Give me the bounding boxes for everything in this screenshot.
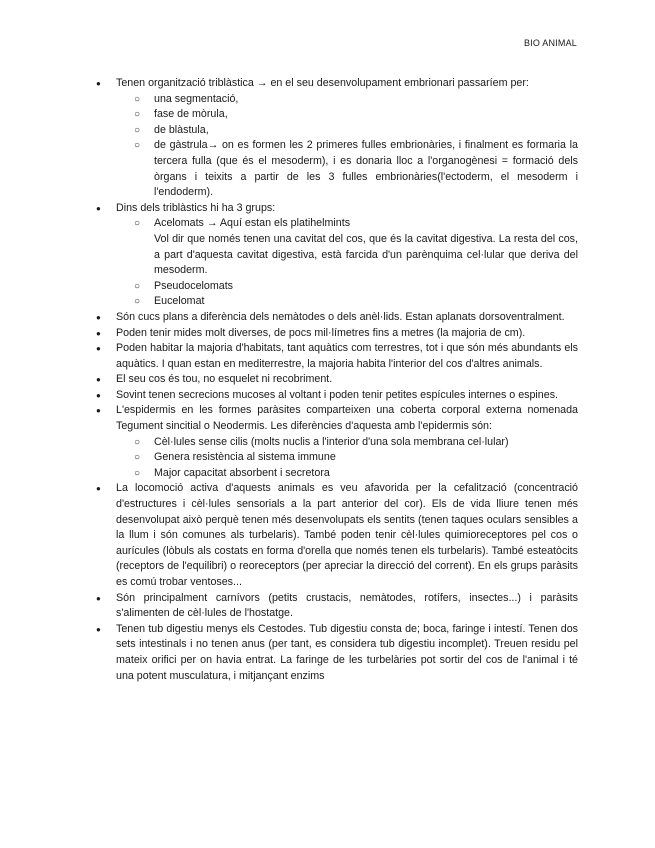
list-item-text: ● L'espidermis en les formes paràsites comparteixen una coberta corporal externa nomenada Tegument sincitial o Neodermis. Les diferències d'aquesta amb l'epidermis són: [116, 404, 578, 432]
list-item [96, 403, 578, 481]
sub-list-item: ○ de blàstula, [116, 123, 578, 139]
list-item-text: ● Sovint tenen secrecions mucoses al voltant i poden tenir petites espícules internes o espines. [116, 389, 558, 401]
sub-list-item-extra: Vol dir que només tenen una cavitat del cos, que és la cavitat digestiva. La resta del cos, a part d'aquesta cavitat digestiva, està farcida d'un parènquima cel·lular que deriva del mesoderm. [154, 232, 578, 277]
hollow-bullet-icon: ○ [134, 436, 141, 448]
sub-list-item: ○ de gàstrula→ on es formen les 2 primeres fulles embrionàries, i finalment es formaria la tercera fulla (que és el mesoderm), i es donaria lloc a l'organogènesi = formació dels òrgans i teixits a partir de les 3 fulles embrionàries(l'ectoderm, el mesoderm i l'endoderm). [134, 139, 578, 199]
hollow-bullet-icon: ○ [134, 124, 141, 136]
hollow-bullet-icon: ○ [134, 93, 141, 105]
sub-list-item: ○ Pseudocelomats [116, 279, 578, 295]
sub-list-item: ○ una segmentació, [116, 92, 578, 108]
sub-list-item: ○ Genera resistència al sistema immune [116, 450, 578, 466]
hollow-bullet-icon: ○ [134, 218, 141, 230]
list-item-text: ● Tenen organització triblàstica → en el seu desenvolupament embrionari passaríem per: [116, 77, 529, 89]
hollow-bullet-icon: ○ [134, 296, 141, 308]
sub-list [116, 216, 578, 310]
page-header: BIO ANIMAL [523, 38, 577, 48]
list-item-text: ● Tenen tub digestiu menys els Cestodes. Tub digestiu consta de; boca, faringe i intestí. Tenen dos sets intestinals i no tenen anus (per tant, es considera tub digestiu incomplet). Treuen residu pel mateix orifici per on havia entrat. La faringe de les turbelàries pot sortir del cos de l'animal i té una potent musculatura, i mitjançant enzims [116, 623, 578, 682]
list-item [96, 201, 578, 310]
sub-list-item: ○ fase de mòrula, [116, 107, 578, 123]
bullet-list [96, 76, 578, 684]
hollow-bullet-icon: ○ [134, 140, 141, 152]
list-item [96, 341, 578, 372]
hollow-bullet-icon: ○ [134, 109, 141, 121]
hollow-bullet-icon: ○ [134, 280, 141, 292]
sub-list-item: ○ Eucelomat [116, 294, 578, 310]
list-item [96, 591, 578, 622]
list-item-text: ● La locomoció activa d'aquests animals es veu afavorida per la cefalització (concentració d'estructures i cèl·lules sensorials a la part anterior del cor). Els de vida lliure tenen més desenvolupat això perquè tenen més desenvolupats els sentits (tenen taques oculars sensibles a la llum i són comunes als turbelaris). També poden tenir cèl·lules quimioreceptores pel cos o aurícules (lòbuls als costats en forma d'orella que només tenen els turbelaris). També esteatòcits (receptors de l'equilibri) o reoreceptors (per apreciar la direcció del corrent). En els grups paràsits es comú trobar ventoses... [116, 482, 578, 588]
list-item-text: ● Són cucs plans a diferència dels nemàtodes o dels anèl·lids. Estan aplanats dorsoventralment. [116, 311, 565, 323]
list-item-text: ● Poden habitar la majoria d'habitats, tant aquàtics com terrestres, tot i que són més abundants els aquàtics. I quan estan en mediterrestre, la majoria habita l'interior del cos d'altres animals. [116, 342, 578, 370]
sub-list-item: ○ Cèl·lules sense cilis (molts nuclis a l'interior d'una sola membrana cel·lular) [116, 435, 578, 451]
sub-list-item: ○ Major capacitat absorbent i secretora [116, 466, 578, 482]
hollow-bullet-icon: ○ [134, 467, 141, 479]
list-item [96, 310, 578, 326]
hollow-bullet-icon: ○ [134, 452, 141, 464]
list-item-text: ● Són principalment carnívors (petits crustacis, nemàtodes, rotífers, insectes...) i paràsits s'alimenten de cèl·lules de l'hostatge. [116, 592, 578, 620]
list-item [96, 481, 578, 590]
list-item-text: ● El seu cos és tou, no esquelet ni recobriment. [116, 373, 332, 385]
list-item [96, 388, 578, 404]
sub-list [116, 435, 578, 482]
list-item [96, 326, 578, 342]
sub-list [116, 92, 578, 201]
document-body [96, 76, 578, 684]
list-item-text: ● Dins dels triblàstics hi ha 3 grups: [116, 202, 275, 214]
list-item [96, 622, 578, 684]
list-item-text: ● Poden tenir mides molt diverses, de pocs mil·límetres fins a metres (la majoria de cm). [116, 327, 525, 339]
list-item [96, 76, 578, 201]
list-item [96, 372, 578, 388]
sub-list-item: ○ Acelomats → Aquí estan els platihelmints Vol dir que només tenen una cavitat del cos, que és la cavitat digestiva. La resta del cos, a part d'aquesta cavitat digestiva, està farcida d'un parènquima cel·lular que deriva del mesoderm. [116, 216, 578, 278]
